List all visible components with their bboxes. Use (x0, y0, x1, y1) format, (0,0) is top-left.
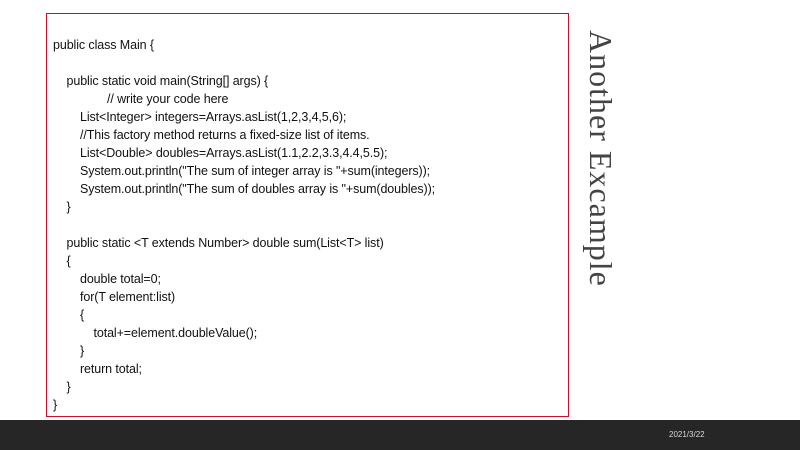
code-line: //This factory method returns a fixed-size list of items. (53, 128, 370, 142)
code-line: public class Main { (53, 38, 154, 52)
code-line: } (53, 200, 71, 214)
code-line: List<Double> doubles=Arrays.asList(1.1,2.2,3.3,4.4,5.5); (53, 146, 388, 160)
code-line: } (53, 398, 58, 412)
code-line: } (53, 344, 85, 358)
code-line: System.out.println("The sum of doubles array is "+sum(doubles)); (53, 182, 436, 196)
code-line: public static void main(String[] args) { (53, 74, 269, 88)
code-line: { (53, 308, 85, 322)
footer-bar (0, 420, 800, 450)
code-line: double total=0; (53, 272, 161, 286)
footer-date: 2021/3/22 (669, 430, 705, 439)
code-line: for(T element:list) (53, 290, 176, 304)
code-line (53, 54, 435, 72)
code-block (53, 36, 435, 414)
code-line: total+=element.doubleValue(); (53, 326, 258, 340)
code-line: public static <T extends Number> double sum(List<T> list) (53, 236, 384, 250)
code-box (46, 13, 569, 417)
code-line: // write your code here (53, 92, 229, 106)
slide-title: Another Excample (583, 30, 619, 287)
code-line (53, 216, 435, 234)
code-line: { (53, 254, 71, 268)
code-line: List<Integer> integers=Arrays.asList(1,2,3,4,5,6); (53, 110, 347, 124)
code-line: return total; (53, 362, 142, 376)
code-line: System.out.println("The sum of integer array is "+sum(integers)); (53, 164, 431, 178)
code-line: } (53, 380, 71, 394)
